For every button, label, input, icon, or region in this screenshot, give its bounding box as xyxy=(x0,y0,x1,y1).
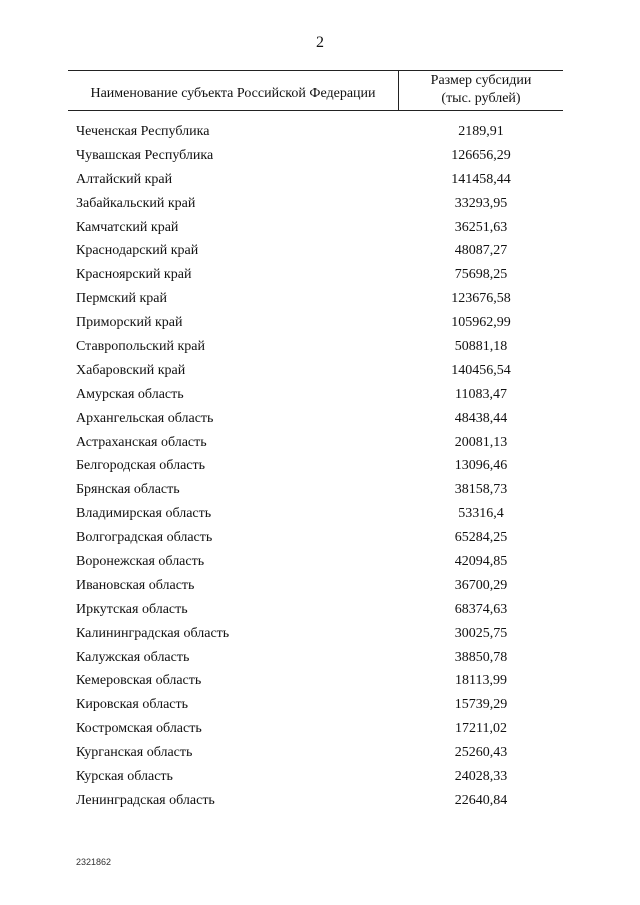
table-row xyxy=(0,361,640,385)
region-name: Приморский край xyxy=(76,315,183,331)
region-name: Кемеровская область xyxy=(76,673,202,689)
header-subsidy-amount xyxy=(399,71,563,111)
table-row xyxy=(0,648,640,672)
header-subsidy-unit: (тыс. рублей) xyxy=(441,91,521,106)
region-name: Владимирская область xyxy=(76,506,212,522)
table-header xyxy=(68,70,563,111)
subsidy-amount: 75698,25 xyxy=(454,267,508,283)
region-name: Кировская область xyxy=(76,697,189,713)
table-row xyxy=(0,695,640,719)
table-row xyxy=(0,289,640,313)
region-name: Архангельская область xyxy=(76,410,214,426)
header-region-name: Наименование субъекта Российской Федерации xyxy=(90,85,376,101)
subsidy-amount: 18113,99 xyxy=(455,673,507,689)
region-name: Курганская область xyxy=(76,745,193,761)
region-name: Калужская область xyxy=(76,649,190,665)
header-subsidy-title: Размер субсидии xyxy=(430,73,532,88)
region-name: Хабаровский край xyxy=(76,362,186,378)
region-name: Курская область xyxy=(76,769,173,785)
subsidy-amount: 22640,84 xyxy=(454,792,508,808)
region-name: Камчатский край xyxy=(76,219,179,235)
subsidy-amount: 141458,44 xyxy=(451,171,511,187)
table-row xyxy=(0,528,640,552)
subsidy-amount: 65284,25 xyxy=(454,530,508,546)
table-row xyxy=(0,552,640,576)
table-row xyxy=(0,624,640,648)
subsidy-amount: 11083,47 xyxy=(455,386,507,402)
table-row xyxy=(0,122,640,146)
subsidy-amount: 36700,29 xyxy=(454,577,508,593)
region-name: Костромская область xyxy=(76,721,202,737)
table-row xyxy=(0,743,640,767)
subsidy-amount: 2189,91 xyxy=(458,124,504,139)
subsidy-amount: 38850,78 xyxy=(454,649,508,665)
region-name: Брянская область xyxy=(76,482,180,498)
subsidy-amount: 20081,13 xyxy=(454,434,508,450)
table-row xyxy=(0,313,640,337)
table-row xyxy=(0,671,640,695)
region-name: Астраханская область xyxy=(76,434,207,450)
page-number: 2 xyxy=(316,34,324,51)
table-row xyxy=(0,719,640,743)
table-row xyxy=(0,791,640,815)
subsidy-amount: 50881,18 xyxy=(454,339,508,355)
subsidy-amount: 42094,85 xyxy=(454,554,508,570)
table-body xyxy=(0,122,640,815)
table-row xyxy=(0,385,640,409)
region-name: Воронежская область xyxy=(76,554,205,570)
region-name: Алтайский край xyxy=(76,171,173,187)
table-row xyxy=(0,433,640,457)
subsidy-amount: 36251,63 xyxy=(454,219,508,235)
subsidy-amount: 48438,44 xyxy=(454,410,508,426)
table-row xyxy=(0,600,640,624)
subsidy-amount: 38158,73 xyxy=(454,482,508,498)
subsidy-amount: 126656,29 xyxy=(451,147,511,163)
region-name: Волгоградская область xyxy=(76,530,213,546)
subsidy-amount: 24028,33 xyxy=(454,769,508,785)
subsidy-amount: 30025,75 xyxy=(454,625,508,641)
table-row xyxy=(0,337,640,361)
subsidy-amount: 140456,54 xyxy=(451,362,511,378)
region-name: Иркутская область xyxy=(76,601,188,617)
region-name: Белгородская область xyxy=(76,458,206,474)
subsidy-amount: 13096,46 xyxy=(454,458,508,474)
table-row xyxy=(0,409,640,433)
region-name: Пермский край xyxy=(76,291,167,307)
region-name: Забайкальский край xyxy=(76,195,196,211)
table-row xyxy=(0,170,640,194)
subsidy-amount: 48087,27 xyxy=(454,243,508,259)
table-row xyxy=(0,146,640,170)
subsidy-amount: 17211,02 xyxy=(455,721,507,737)
subsidy-amount: 68374,63 xyxy=(454,601,508,617)
region-name: Калининградская область xyxy=(76,625,230,641)
table-row xyxy=(0,456,640,480)
subsidy-amount: 105962,99 xyxy=(451,315,511,331)
subsidy-amount: 25260,43 xyxy=(454,745,508,761)
document-code: 2321862 xyxy=(76,857,112,867)
subsidy-amount: 33293,95 xyxy=(454,195,508,211)
region-name: Красноярский край xyxy=(76,267,192,283)
subsidy-amount: 15739,29 xyxy=(454,697,508,713)
region-name: Краснодарский край xyxy=(76,243,199,259)
region-name: Ивановская область xyxy=(76,577,195,593)
subsidy-amount: 123676,58 xyxy=(451,291,511,307)
table-row xyxy=(0,241,640,265)
table-row xyxy=(0,504,640,528)
region-name: Чеченская Республика xyxy=(76,124,210,139)
table-row xyxy=(0,576,640,600)
region-name: Чувашская Республика xyxy=(76,147,214,163)
table-row xyxy=(0,265,640,289)
subsidy-amount: 53316,4 xyxy=(458,506,504,522)
region-name: Амурская область xyxy=(76,386,184,402)
table-row xyxy=(0,194,640,218)
region-name: Ленинградская область xyxy=(76,792,215,808)
table-row xyxy=(0,767,640,791)
table-row xyxy=(0,480,640,504)
region-name: Ставропольский край xyxy=(76,339,205,355)
table-row xyxy=(0,218,640,242)
